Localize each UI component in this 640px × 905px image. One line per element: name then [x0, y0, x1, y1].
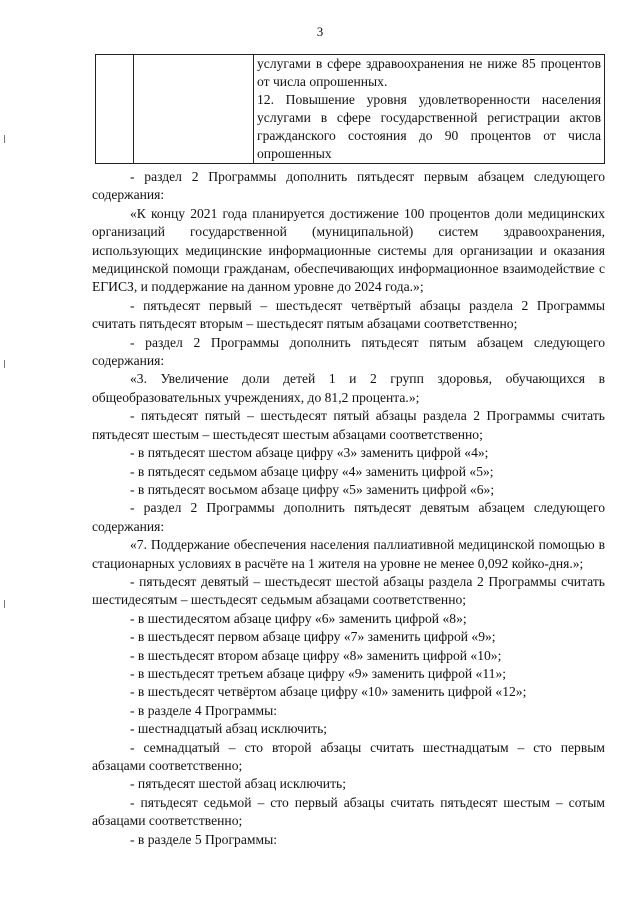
paragraph: - раздел 2 Программы дополнить пятьдесят пятым абзацем следующего содержания:: [92, 334, 605, 369]
paragraph: - пятьдесят первый – шестьдесят четвёртый абзацы раздела 2 Программы считать пятьдесят вторым – шестьдесят пятым абзацами соответственно;: [92, 297, 605, 332]
document-body: [92, 168, 605, 849]
amendment-table: [95, 54, 605, 164]
paragraph: - в пятьдесят восьмом абзаце цифру «5» заменить цифрой «6»;: [130, 481, 495, 497]
paragraph: - в шестидесятом абзаце цифру «6» заменить цифрой «8»;: [130, 610, 467, 626]
table-cell-number: [96, 55, 134, 164]
paragraph: - в пятьдесят шестом абзаце цифру «3» заменить цифрой «4»;: [130, 445, 489, 461]
paragraph: - раздел 2 Программы дополнить пятьдесят первым абзацем следующего содержания:: [92, 169, 605, 203]
paragraph: - шестнадцатый абзац исключить;: [130, 721, 328, 737]
paragraph: - пятьдесят девятый – шестьдесят шестой абзацы раздела 2 Программы считать шестидесятым – шестьдесят седьмым абзацами соответственно;: [92, 573, 605, 608]
paragraph: - пятьдесят седьмой – сто первый абзацы считать пятьдесят шестым – сотым абзацами соответственно;: [92, 794, 605, 829]
paragraph: - в шестьдесят третьем абзаце цифру «9» заменить цифрой «11»;: [130, 665, 507, 681]
paragraph: «К концу 2021 года планируется достижение 100 процентов доли медицинских организаций государственной (муниципальной) систем здравоохранения, использующих медицинские информационные системы для организации и оказания медицинской помощи гражданам, обеспечивающих информационное взаимодействие с ЕГИСЗ, и поддержание на данном уровне до 2024 года.»;: [92, 205, 605, 295]
paragraph: - пятьдесят пятый – шестьдесят пятый абзацы раздела 2 Программы считать пятьдесят шестым – шестьдесят шестым абзацами соответственно;: [92, 408, 605, 442]
scan-margin-mark: [4, 360, 8, 368]
table-cell-line: 12. Повышение уровня удовлетворенности населения услугами в сфере государственной регистрации актов гражданского состояния до 90 процентов от числа опрошенных: [257, 92, 601, 161]
paragraph: - раздел 2 Программы дополнить пятьдесят девятым абзацем следующего содержания:: [92, 500, 605, 534]
page-number: 3: [316, 24, 324, 39]
paragraph: - в разделе 4 Программы:: [130, 702, 277, 718]
paragraph: «7. Поддержание обеспечения населения паллиативной медицинской помощью в стационарных условиях в расчёте на 1 жителя на уровне не менее 0,092 койко-дня.»;: [92, 537, 605, 571]
paragraph: - в разделе 5 Программы:: [130, 831, 277, 847]
paragraph: - пятьдесят шестой абзац исключить;: [130, 776, 346, 792]
paragraph: - в пятьдесят седьмом абзаце цифру «4» заменить цифрой «5»;: [130, 463, 494, 479]
paragraph: - в шестьдесят втором абзаце цифру «8» заменить цифрой «10»;: [130, 647, 502, 663]
paragraph: - в шестьдесят первом абзаце цифру «7» заменить цифрой «9»;: [130, 629, 496, 645]
paragraph: - в шестьдесят четвёртом абзаце цифру «10» заменить цифрой «12»;: [130, 684, 527, 700]
paragraph: «3. Увеличение доли детей 1 и 2 групп здоровья, обучающихся в общеобразовательных учреждениях, до 81,2 процента.»;: [92, 371, 605, 405]
table-cell-content: [254, 55, 605, 164]
scan-margin-mark: [4, 135, 8, 143]
paragraph: - семнадцатый – сто второй абзацы считать шестнадцатым – сто первым абзацами соответственно;: [92, 739, 605, 773]
table-cell-line: услугами в сфере здравоохранения не ниже 85 процентов от числа опрошенных.: [257, 56, 601, 89]
table-cell-indicator: [134, 55, 254, 164]
scan-margin-mark: [4, 600, 8, 608]
table-row: [96, 55, 605, 164]
